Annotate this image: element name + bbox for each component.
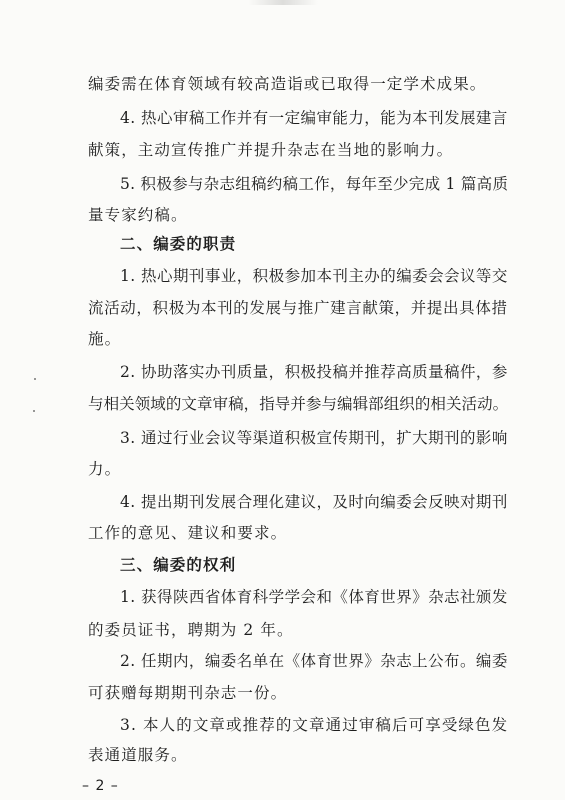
text-line: 编委需在体育领域有较高造诣或已取得一定学术成果。 <box>88 75 487 93</box>
text-line: 施。 <box>88 330 122 348</box>
text-line: 2. 协助落实办刊质量，积极投稿并推荐高质量稿件，参 <box>120 363 508 381</box>
text-line: 献策，主动宣传推广并提升杂志在当地的影响力。 <box>88 141 454 159</box>
text-line: 5. 积极参与杂志组稿约稿工作，每年至少完成 1 篇高质 <box>120 175 509 193</box>
text-line: 与相关领域的文章审稿，指导并参与编辑部组织的相关活动。 <box>88 395 509 413</box>
text-line: 的委员证书，聘期为 2 年。 <box>88 621 294 639</box>
section-heading-duties: 二、编委的职责 <box>120 234 237 253</box>
section-heading-rights: 三、编委的权利 <box>120 555 237 574</box>
scan-artifact <box>248 0 318 5</box>
text-line: 工作的意见、建议和要求。 <box>88 524 288 542</box>
text-line: 可获赠每期期刊杂志一份。 <box>88 684 288 702</box>
text-line: 2. 任期内，编委名单在《体育世界》杂志上公布。编委 <box>120 652 508 670</box>
scan-speck <box>33 410 35 412</box>
text-line: 流活动，积极为本刊的发展与推广建言献策，并提出具体措 <box>88 299 508 317</box>
text-line: 4. 热心审稿工作并有一定编审能力，能为本刊发展建言 <box>120 109 508 127</box>
page-number: – 2 – <box>82 778 119 794</box>
text-line: 1. 热心期刊事业，积极参加本刊主办的编委会会议等交 <box>120 267 508 285</box>
scan-speck <box>34 378 36 380</box>
text-line: 3. 通过行业会议等渠道积极宣传期刊，扩大期刊的影响 <box>120 429 508 447</box>
text-line: 3. 本人的文章或推荐的文章通过审稿后可享受绿色发 <box>120 716 509 734</box>
text-line: 1. 获得陕西省体育科学学会和《体育世界》杂志社颁发 <box>120 588 508 606</box>
text-line: 量专家约稿。 <box>88 206 188 224</box>
text-line: 表通道服务。 <box>88 746 188 764</box>
text-line: 4. 提出期刊发展合理化建议，及时向编委会反映对期刊 <box>120 493 508 511</box>
text-line: 力。 <box>88 460 122 478</box>
